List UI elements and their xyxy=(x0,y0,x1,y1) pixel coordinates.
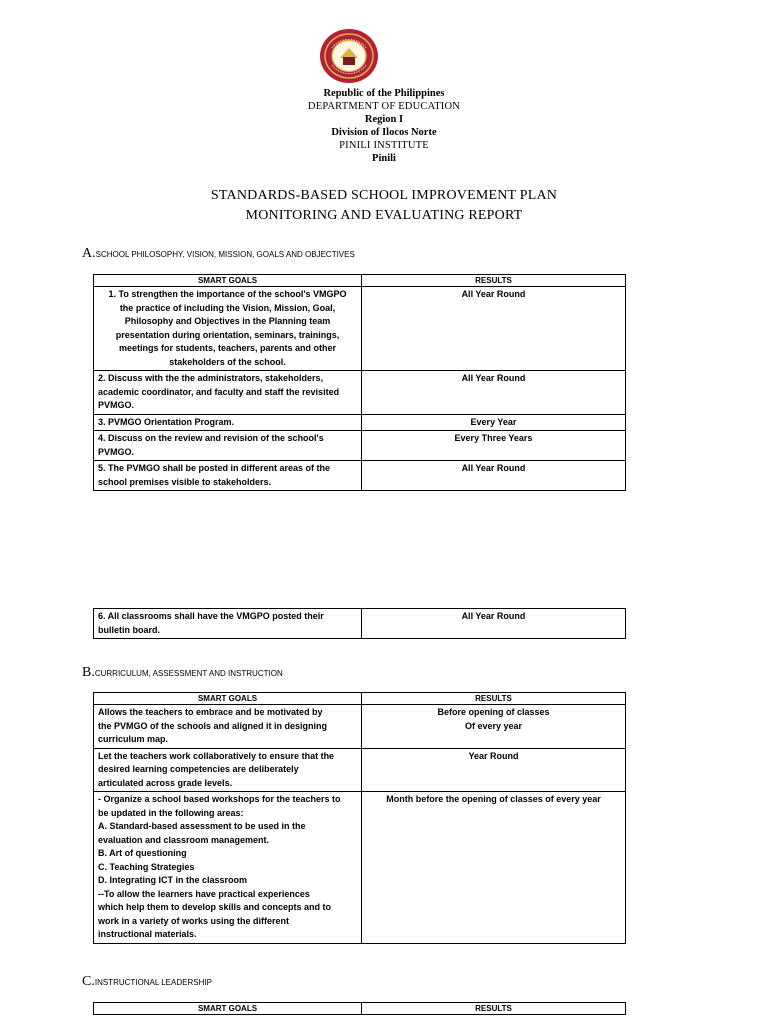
goal-line: instructional materials. xyxy=(98,929,197,939)
document-header xyxy=(234,87,534,165)
table-row xyxy=(94,609,626,639)
header-department: DEPARTMENT OF EDUCATION xyxy=(307,101,461,112)
goal-line: 5. The PVMGO shall be posted in different areas of the xyxy=(98,463,331,473)
goal-line: bulletin board. xyxy=(98,624,160,635)
goal-line: articulated across grade levels. xyxy=(98,777,233,788)
goal-line: C. Teaching Strategies xyxy=(98,861,195,872)
table-row xyxy=(94,371,626,415)
goal-line: evaluation and classroom management. xyxy=(98,834,270,845)
goal-line: D. Integrating ICT in the classroom xyxy=(98,875,248,885)
header-results: RESULTS xyxy=(362,275,626,287)
section-label: SCHOOL PHILOSOPHY, VISION, MISSION, GOALS AND OBJECTIVES xyxy=(95,250,355,259)
result-cell xyxy=(362,705,626,749)
goal-line: Let the teachers work collaboratively to ensure that the xyxy=(98,750,335,761)
goal-line: Allows the teachers to embrace and be motivated by xyxy=(98,707,323,717)
title-line-2: MONITORING AND EVALUATING REPORT xyxy=(245,208,523,223)
table-row xyxy=(94,705,626,749)
header-results: RESULTS xyxy=(362,1003,626,1015)
table-row xyxy=(94,461,626,491)
header-republic: Republic of the Philippines xyxy=(323,88,445,99)
table-section-c xyxy=(93,1002,626,1015)
goal-cell xyxy=(94,748,362,792)
result-cell: Every Year xyxy=(362,414,626,431)
table-row xyxy=(94,414,626,431)
goal-line: PVMGO. xyxy=(98,446,135,457)
header-smart-goals: SMART GOALS xyxy=(94,275,362,287)
goal-cell xyxy=(94,371,362,415)
goal-cell xyxy=(94,461,362,491)
goal-line: 1. To strengthen the importance of the school's VMGPO xyxy=(108,289,347,299)
goal-cell xyxy=(94,705,362,749)
section-c-heading xyxy=(82,974,212,990)
result-line: Month before the opening of classes of every year xyxy=(386,794,601,804)
goal-line: curriculum map. xyxy=(98,734,169,744)
section-letter: C. xyxy=(82,974,95,989)
header-division: Division of Ilocos Norte xyxy=(331,127,437,138)
table-row xyxy=(94,748,626,792)
result-cell: All Year Round xyxy=(362,609,626,639)
goal-line: the practice of including the Vision, Mission, Goal, xyxy=(119,302,336,313)
table-row xyxy=(94,431,626,461)
result-cell xyxy=(362,792,626,944)
header-results: RESULTS xyxy=(362,693,626,705)
result-cell: All Year Round xyxy=(362,371,626,415)
result-cell: All Year Round xyxy=(362,287,626,371)
goal-cell xyxy=(94,431,362,461)
goal-cell xyxy=(94,287,362,371)
goal-line: 6. All classrooms shall have the VMGPO posted their xyxy=(98,611,324,621)
header-town: Pinili xyxy=(372,153,396,164)
goal-line: 3. PVMGO Orientation Program. xyxy=(98,416,235,427)
table-section-a xyxy=(93,274,626,491)
table-section-b xyxy=(93,692,626,944)
document-title xyxy=(84,186,684,226)
goal-cell xyxy=(94,414,362,431)
goal-line: presentation during orientation, seminars, trainings, xyxy=(115,329,340,340)
goal-line: work in a variety of works using the different xyxy=(98,915,290,926)
table-row xyxy=(94,287,626,371)
result-line: Before opening of classes xyxy=(437,707,550,717)
goal-line: A. Standard-based assessment to be used in the xyxy=(98,821,306,831)
header-smart-goals: SMART GOALS xyxy=(94,693,362,705)
goal-line: 4. Discuss on the review and revision of the school's xyxy=(98,433,324,443)
goal-line: meetings for students, teachers, parents and other xyxy=(118,343,337,353)
section-label: INSTRUCTIONAL LEADERSHIP xyxy=(94,978,212,987)
goal-line: Philosophy and Objectives in the Planning team xyxy=(124,316,331,326)
table-row xyxy=(94,792,626,944)
title-line-1: STANDARDS-BASED SCHOOL IMPROVEMENT PLAN xyxy=(210,188,558,203)
school-seal-logo xyxy=(318,28,380,84)
section-letter: B. xyxy=(82,665,95,680)
result-line: Year Round xyxy=(468,750,519,761)
goal-line: be updated in the following areas: xyxy=(98,807,244,818)
header-region: Region I xyxy=(364,114,404,125)
header-school: PINILI INSTITUTE xyxy=(339,140,429,151)
section-label: CURRICULUM, ASSESSMENT AND INSTRUCTION xyxy=(94,669,283,678)
goal-line: school premises visible to stakeholders. xyxy=(98,476,272,487)
result-line: Of every year xyxy=(464,720,523,731)
goal-cell xyxy=(94,792,362,944)
goal-line: academic coordinator, and faculty and staff the revisited xyxy=(98,386,340,397)
goal-line: the PVMGO of the schools and aligned it in designing xyxy=(98,720,328,731)
goal-line: PVMGO. xyxy=(98,400,135,410)
goal-line: - Organize a school based workshops for the teachers to xyxy=(98,794,341,804)
section-b-heading xyxy=(82,665,283,681)
goal-line: --To allow the learners have practical experiences xyxy=(98,888,310,899)
result-cell: Every Three Years xyxy=(362,431,626,461)
section-letter: A. xyxy=(82,246,96,261)
goal-line: stakeholders of the school. xyxy=(169,356,286,367)
goal-line: which help them to develop skills and concepts and to xyxy=(98,902,332,912)
goal-line: desired learning competencies are deliberately xyxy=(98,764,299,774)
goal-line: 2. Discuss with the the administrators, stakeholders, xyxy=(98,373,324,383)
goal-cell xyxy=(94,609,362,639)
result-cell: All Year Round xyxy=(362,461,626,491)
goal-line: B. Art of questioning xyxy=(98,848,187,858)
section-a-heading xyxy=(82,246,355,262)
result-cell xyxy=(362,748,626,792)
table-section-a-continued xyxy=(93,608,626,639)
header-smart-goals: SMART GOALS xyxy=(94,1003,362,1015)
